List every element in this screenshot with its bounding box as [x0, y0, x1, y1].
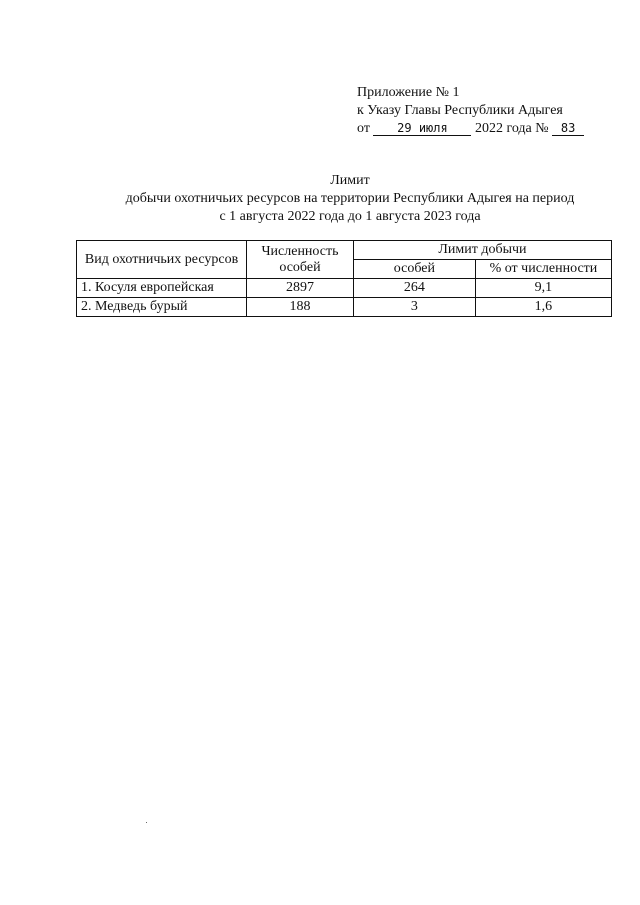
row-species: 2. Медведь бурый	[77, 298, 247, 317]
appendix-number: Приложение № 1	[357, 85, 460, 100]
table-header-row	[77, 241, 612, 260]
row-population: 188	[247, 298, 354, 317]
appendix-date-line	[357, 120, 627, 138]
row-limit-percent: 1,6	[475, 298, 611, 317]
header-population: Численность особей	[247, 241, 354, 279]
title-line-2: добычи охотничьих ресурсов на территории Республики Адыгея на период	[125, 191, 575, 206]
appendix-block	[357, 84, 627, 138]
scan-speck	[146, 822, 147, 823]
date-value: 29 июля	[373, 121, 471, 136]
header-limit-percent: % от численности	[475, 260, 611, 279]
appendix-decree: к Указу Главы Республики Адыгея	[357, 103, 563, 118]
document-title	[80, 172, 620, 226]
table-row	[77, 279, 612, 298]
row-limit-percent: 9,1	[475, 279, 611, 298]
row-species: 1. Косуля европейская	[77, 279, 247, 298]
table-row	[77, 298, 612, 317]
title-line-1: Лимит	[330, 173, 370, 188]
row-limit-count: 3	[353, 298, 475, 317]
header-limit: Лимит добычи	[353, 241, 611, 260]
header-limit-count: особей	[353, 260, 475, 279]
header-species: Вид охотничьих ресурсов	[77, 241, 247, 279]
limits-table	[76, 240, 612, 317]
row-population: 2897	[247, 279, 354, 298]
from-label: от	[357, 121, 370, 136]
row-limit-count: 264	[353, 279, 475, 298]
title-line-3: с 1 августа 2022 года до 1 августа 2023 года	[219, 209, 481, 224]
year-text: 2022 года №	[474, 121, 549, 136]
decree-number: 83	[552, 121, 584, 136]
